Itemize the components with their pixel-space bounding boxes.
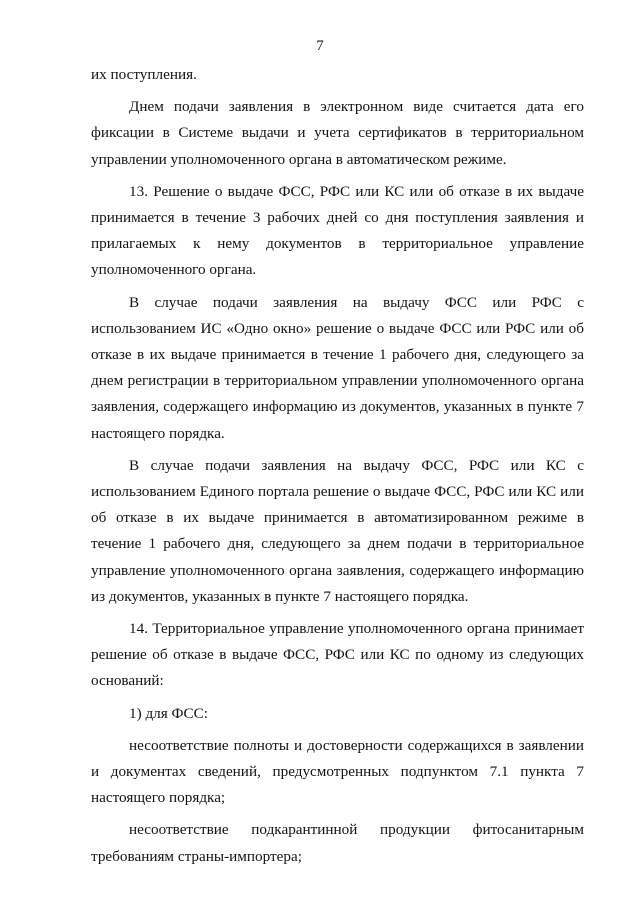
paragraph-1: их поступления.	[91, 66, 197, 83]
paragraph-8: несоответствие полноты и достоверности содержащихся в заявлении и документах сведений, предусмотренных подпунктом 7.1 пункта 7 настоящего порядка;	[91, 736, 584, 807]
paragraph-4: В случае подачи заявления на выдачу ФСС или РФС с использованием ИС «Одно окно» решение о выдаче ФСС или РФС или об отказе в их выдаче принимается в течение 1 рабочего дня, следующего за днем регистрации в территориальном управлении уполномоченного органа заявления, содержащего информацию из документов, указанных в пункте 7 настоящего порядка.	[91, 293, 584, 442]
paragraph-9: несоответствие подкарантинной продукции фитосанитарным требованиям страны-импортера;	[91, 821, 584, 865]
paragraph-5: В случае подачи заявления на выдачу ФСС, РФС или КС с использованием Единого портала решение о выдаче ФСС, РФС или КС или об отказе в их выдаче принимается в автоматизированном режиме в течение 1 рабочего дня, следующего за днем подачи в территориальное управление уполномоченного органа заявления, содержащего информацию из документов, указанных в пункте 7 настоящего порядка.	[91, 456, 584, 605]
page-number: 7	[316, 38, 324, 54]
paragraph-2: Днем подачи заявления в электронном виде считается дата его фиксации в Системе выдачи и учета сертификатов в территориальном управлении уполномоченного органа в автоматическом режиме.	[91, 98, 584, 168]
paragraph-7: 1) для ФСС:	[129, 704, 209, 722]
document-body	[91, 62, 584, 876]
paragraph-6: 14. Территориальное управление уполномоченного органа принимает решение об отказе в выдаче ФСС, РФС или КС по одному из следующих оснований:	[91, 620, 584, 690]
paragraph-3: 13. Решение о выдаче ФСС, РФС или КС или об отказе в их выдаче принимается в течение 3 рабочих дней со дня поступления заявления и прилагаемых к нему документов в территориальное управление уполномоченного органа.	[91, 182, 584, 279]
